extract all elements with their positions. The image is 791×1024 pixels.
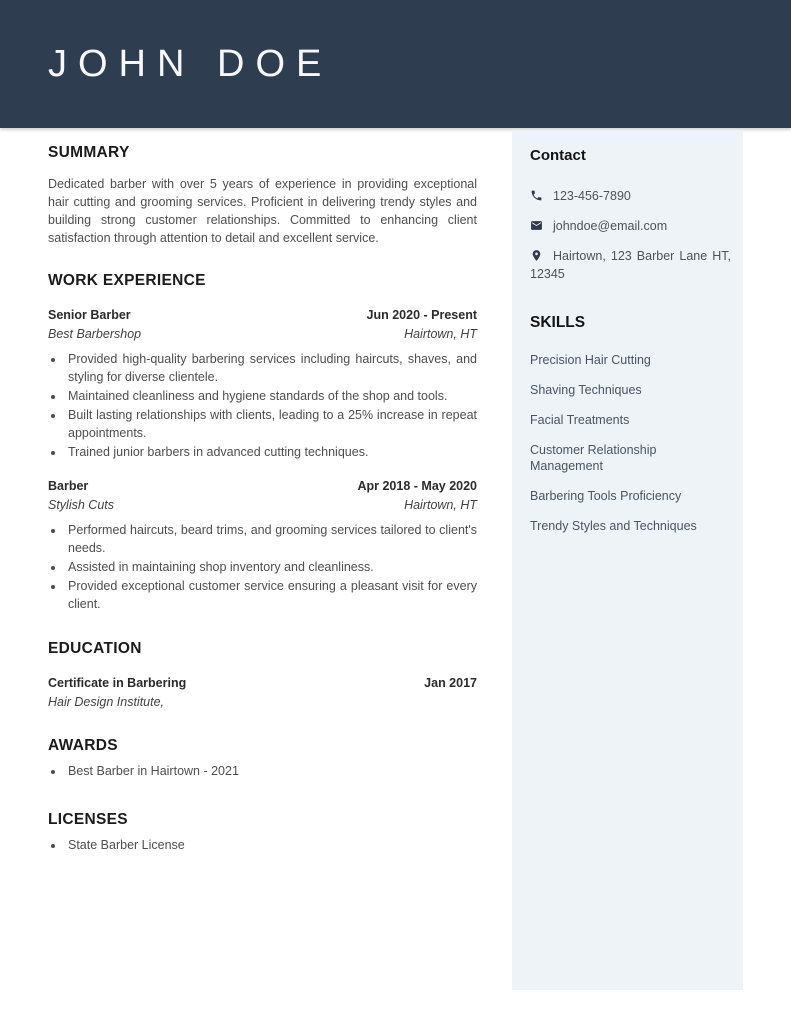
skills-list bbox=[530, 352, 731, 534]
skills-section bbox=[530, 314, 731, 534]
contact-address-row bbox=[530, 247, 731, 283]
job-company: Best Barbershop bbox=[48, 327, 142, 341]
job-title: Senior Barber bbox=[48, 308, 131, 322]
job-entry bbox=[48, 477, 477, 613]
awards-list bbox=[48, 762, 477, 780]
job-bullet: • Built lasting relationships with clients, leading to a 25% increase in repeat appointments. bbox=[65, 406, 477, 442]
job-dates: Jun 2020 - Present bbox=[366, 308, 477, 322]
skill-item: Trendy Styles and Techniques bbox=[530, 519, 697, 533]
work-experience-heading: WORK EXPERIENCE bbox=[48, 272, 206, 289]
awards-heading: AWARDS bbox=[48, 737, 118, 754]
job-bullet: • Provided high-quality barbering services including haircuts, shaves, and styling for diverse clientele. bbox=[65, 350, 477, 386]
contact-heading: Contact bbox=[530, 147, 586, 164]
job-bullet-list bbox=[48, 350, 477, 461]
skill-item: Facial Treatments bbox=[530, 413, 630, 427]
job-bullet: • Assisted in maintaining shop inventory and cleanliness. bbox=[65, 558, 477, 576]
award-item: • Best Barber in Hairtown - 2021 bbox=[65, 762, 477, 780]
candidate-name: JOHN DOE bbox=[48, 42, 333, 85]
skill-item: Precision Hair Cutting bbox=[530, 353, 651, 367]
job-dates: Apr 2018 - May 2020 bbox=[357, 479, 477, 493]
job-bullet: • Performed haircuts, beard trims, and grooming services tailored to client's needs. bbox=[65, 521, 477, 557]
contact-phone-row bbox=[530, 187, 731, 205]
education-section bbox=[48, 640, 477, 711]
job-bullet: • Maintained cleanliness and hygiene standards of the shop and tools. bbox=[65, 387, 477, 405]
awards-section bbox=[48, 737, 477, 780]
skills-heading: SKILLS bbox=[530, 314, 586, 331]
licenses-list bbox=[48, 836, 477, 854]
licenses-section bbox=[48, 811, 477, 854]
license-item: • State Barber License bbox=[65, 836, 477, 854]
contact-email-row bbox=[530, 217, 731, 235]
location-pin-icon bbox=[530, 249, 543, 262]
email-address: johndoe@email.com bbox=[553, 219, 668, 233]
skill-item: Barbering Tools Proficiency bbox=[530, 489, 682, 503]
skill-item: Customer Relationship Management bbox=[530, 443, 657, 473]
job-bullet-list bbox=[48, 521, 477, 613]
job-title: Barber bbox=[48, 479, 89, 493]
skill-item: Shaving Techniques bbox=[530, 383, 642, 397]
job-location: Hairtown, HT bbox=[404, 327, 477, 341]
summary-heading: SUMMARY bbox=[48, 144, 130, 161]
header-banner bbox=[0, 0, 791, 128]
school-name: Hair Design Institute, bbox=[48, 695, 165, 709]
phone-icon bbox=[530, 189, 543, 202]
contact-section bbox=[530, 147, 731, 283]
education-heading: EDUCATION bbox=[48, 640, 142, 657]
job-bullet: • Trained junior barbers in advanced cutting techniques. bbox=[65, 443, 477, 461]
job-company: Stylish Cuts bbox=[48, 498, 114, 512]
licenses-heading: LICENSES bbox=[48, 811, 128, 828]
address-text: Hairtown, 123 Barber Lane HT, 12345 bbox=[530, 249, 731, 281]
job-location: Hairtown, HT bbox=[404, 498, 477, 512]
envelope-icon bbox=[530, 219, 543, 232]
degree-title: Certificate in Barbering bbox=[48, 676, 187, 690]
job-entry bbox=[48, 306, 477, 461]
phone-number: 123-456-7890 bbox=[553, 189, 631, 203]
sidebar bbox=[512, 130, 743, 990]
job-bullet: • Provided exceptional customer service ensuring a pleasant visit for every client. bbox=[65, 577, 477, 613]
main-column bbox=[48, 144, 477, 855]
summary-section bbox=[48, 144, 477, 247]
summary-text: Dedicated barber with over 5 years of experience in providing exceptional hair cutting and grooming services. Proficient in delivering trendy styles and building strong customer relationships. Committed to enhancing client satisfaction through attention to detail and excellent service. bbox=[48, 177, 477, 245]
education-date: Jan 2017 bbox=[424, 676, 477, 690]
work-experience-section bbox=[48, 272, 477, 613]
